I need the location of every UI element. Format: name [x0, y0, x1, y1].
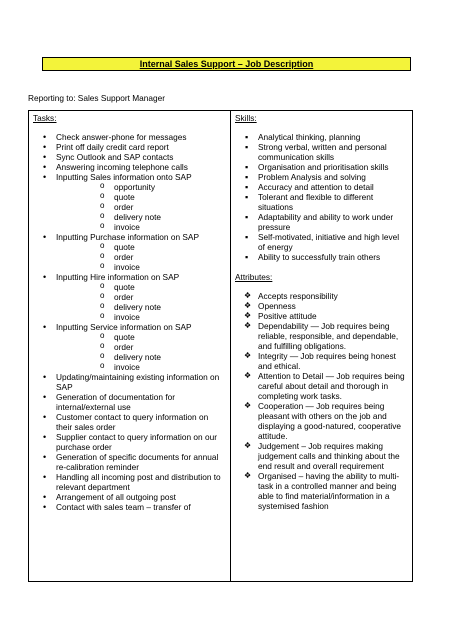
task-sublist: [56, 332, 226, 372]
job-description-table: [28, 110, 413, 582]
tasks-heading: Tasks:: [33, 113, 57, 123]
task-item: [33, 472, 226, 492]
skill-item: ▪ Adaptability and ability to work under pressure: [235, 212, 408, 232]
task-item: [33, 372, 226, 392]
task-item: [33, 502, 226, 512]
task-subitem: o delivery note: [56, 302, 226, 312]
skill-item: ▪ Self-motivated, initiative and high level of energy: [235, 232, 408, 252]
attribute-item: ❖ Attention to Detail — Job requires being careful about detail and thorough in completing work tasks.: [235, 371, 408, 401]
task-item: [33, 152, 226, 162]
attribute-item: ❖ Openness: [235, 301, 408, 311]
skill-item: ▪ Problem Analysis and solving: [235, 172, 408, 182]
task-item: [33, 132, 226, 142]
task-item: [33, 322, 226, 372]
task-item: [33, 412, 226, 432]
skill-item: ▪ Tolerant and flexible to different situations: [235, 192, 408, 212]
task-subitem: o quote: [56, 332, 226, 342]
task-text: Check answer-phone for messages: [56, 132, 187, 142]
task-subitem: o quote: [56, 282, 226, 292]
task-text: Generation of documentation for internal/external use: [56, 392, 175, 412]
attributes-list: [235, 291, 408, 511]
attribute-item: ❖ Judgement – Job requires making judgement calls and thinking about the end result and overall requirement: [235, 441, 408, 471]
tasks-cell: [29, 111, 231, 582]
task-item: [33, 232, 226, 272]
attribute-item: ❖ Cooperation — Job requires being pleasant with others on the job and displaying a good-natured, cooperative attitude.: [235, 401, 408, 441]
task-subitem: o delivery note: [56, 212, 226, 222]
attribute-item: ❖ Accepts responsibility: [235, 291, 408, 301]
task-text: Answering incoming telephone calls: [56, 162, 188, 172]
task-subitem: o delivery note: [56, 352, 226, 362]
tasks-list: [33, 132, 226, 512]
task-item: [33, 452, 226, 472]
task-item: [33, 142, 226, 152]
task-text: Inputting Hire information on SAP: [56, 272, 180, 282]
attributes-heading: Attributes:: [235, 272, 273, 282]
task-item: [33, 172, 226, 232]
task-text: Handling all incoming post and distribution to relevant department: [56, 472, 221, 492]
task-text: Contact with sales team – transfer of: [56, 502, 191, 512]
task-item: [33, 392, 226, 412]
task-subitem: o order: [56, 342, 226, 352]
task-item: [33, 162, 226, 172]
task-subitem: o invoice: [56, 362, 226, 372]
task-text: Print off daily credit card report: [56, 142, 169, 152]
task-subitem: o quote: [56, 242, 226, 252]
skills-list: [235, 132, 408, 262]
skill-item: ▪ Analytical thinking, planning: [235, 132, 408, 142]
skill-item: ▪ Strong verbal, written and personal communication skills: [235, 142, 408, 162]
task-subitem: o order: [56, 292, 226, 302]
attribute-item: ❖ Dependability — Job requires being reliable, responsible, and dependable, and fulfilling obligations.: [235, 321, 408, 351]
task-text: Arrangement of all outgoing post: [56, 492, 176, 502]
skills-heading: Skills:: [235, 113, 257, 123]
task-text: Updating/maintaining existing information on SAP: [56, 372, 220, 392]
task-subitem: o invoice: [56, 312, 226, 322]
skill-item: ▪ Organisation and prioritisation skills: [235, 162, 408, 172]
task-text: Customer contact to query information on their sales order: [56, 412, 209, 432]
task-subitem: o order: [56, 252, 226, 262]
skill-item: ▪ Accuracy and attention to detail: [235, 182, 408, 192]
task-text: Supplier contact to query information on our purchase order: [56, 432, 217, 452]
task-text: Inputting Service information on SAP: [56, 322, 192, 332]
task-text: Inputting Sales information onto SAP: [56, 172, 192, 182]
task-text: Sync Outlook and SAP contacts: [56, 152, 174, 162]
task-subitem: o invoice: [56, 262, 226, 272]
task-item: [33, 272, 226, 322]
task-subitem: o quote: [56, 192, 226, 202]
attribute-item: ❖ Integrity — Job requires being honest and ethical.: [235, 351, 408, 371]
attribute-item: ❖ Organised – having the ability to multi-task in a controlled manner and being able to find material/information in a systemised fashion: [235, 471, 408, 511]
task-sublist: [56, 242, 226, 272]
task-item: [33, 492, 226, 502]
reporting-line: Reporting to: Sales Support Manager: [28, 93, 165, 103]
task-item: [33, 432, 226, 452]
task-sublist: [56, 182, 226, 232]
task-text: Generation of specific documents for annual re-calibration reminder: [56, 452, 219, 472]
task-subitem: o invoice: [56, 222, 226, 232]
skills-cell: [231, 111, 413, 582]
task-sublist: [56, 282, 226, 322]
document-title: Internal Sales Support – Job Description: [42, 57, 411, 71]
task-text: Inputting Purchase information on SAP: [56, 232, 199, 242]
task-subitem: o opportunity: [56, 182, 226, 192]
skill-item: ▪ Ability to successfully train others: [235, 252, 408, 262]
task-subitem: o order: [56, 202, 226, 212]
attribute-item: ❖ Positive attitude: [235, 311, 408, 321]
